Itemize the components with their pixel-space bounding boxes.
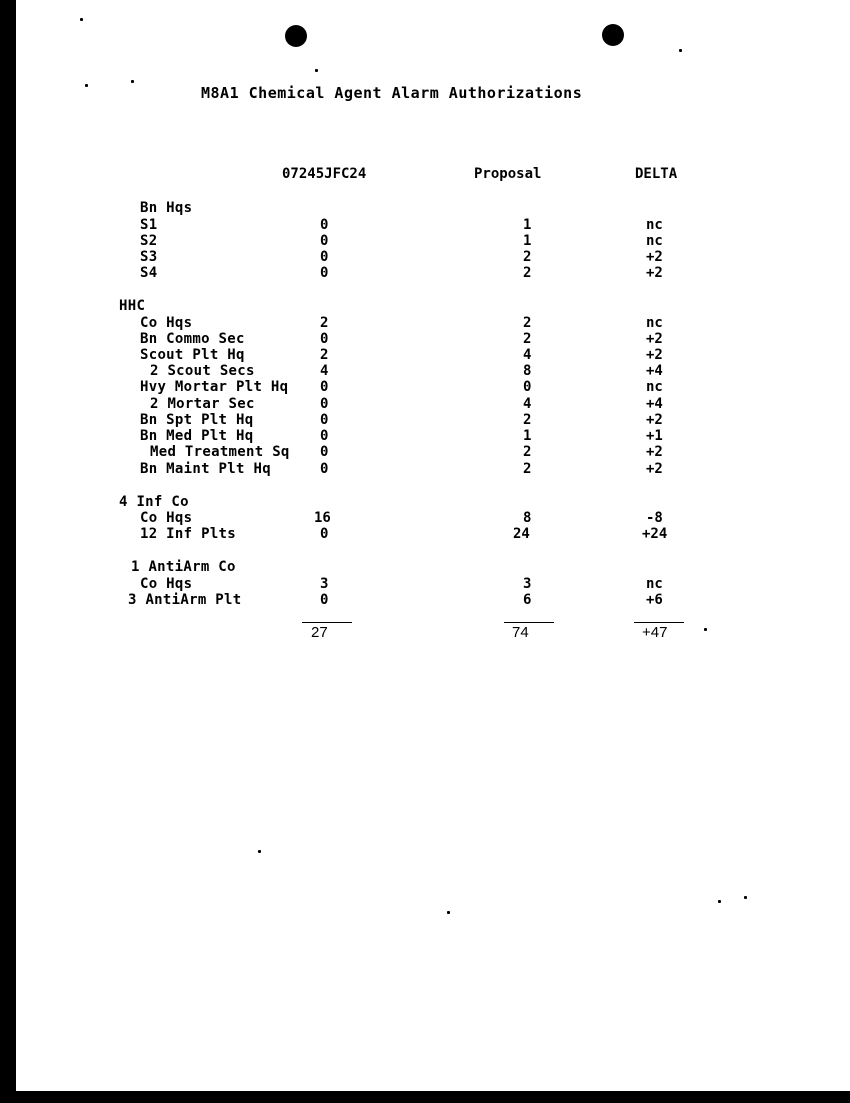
row-current-value: 0 (320, 428, 329, 444)
row-proposal-value: 8 (523, 363, 532, 379)
row-label: S4 (140, 265, 158, 281)
row-label: Bn Med Plt Hq (140, 428, 254, 444)
row-delta-value: +2 (646, 331, 663, 347)
row-proposal-value: 8 (523, 510, 532, 526)
row-delta-value: +24 (642, 526, 668, 542)
row-delta-value: +1 (646, 428, 663, 444)
row-current-value: 0 (320, 233, 329, 249)
row-proposal-value: 2 (523, 444, 532, 460)
row-delta-value: +2 (646, 265, 663, 281)
row-label: 2 Scout Secs (150, 363, 255, 379)
row-delta-value: +2 (646, 461, 663, 477)
row-label: Bn Commo Sec (140, 331, 245, 347)
row-proposal-value: 2 (523, 412, 532, 428)
total-rule-proposal (504, 622, 554, 623)
row-current-value: 0 (320, 331, 329, 347)
row-current-value: 4 (320, 363, 329, 379)
row-label: Co Hqs (140, 576, 193, 592)
page-title: M8A1 Chemical Agent Alarm Authorizations (201, 84, 583, 102)
scan-speck (704, 628, 707, 631)
row-proposal-value: 2 (523, 249, 532, 265)
row-label: 12 Inf Plts (140, 526, 237, 542)
row-label: S2 (140, 233, 158, 249)
row-proposal-value: 1 (523, 428, 532, 444)
punch-hole-left (285, 25, 307, 47)
row-proposal-value: 24 (513, 526, 530, 542)
row-delta-value: +4 (646, 396, 663, 412)
row-delta-value: -8 (646, 510, 663, 526)
row-label: HHC (119, 298, 146, 314)
row-current-value: 0 (320, 379, 329, 395)
row-current-value: 0 (320, 412, 329, 428)
scan-speck (744, 896, 747, 899)
column-header-proposal: Proposal (474, 166, 542, 182)
row-proposal-value: 1 (523, 217, 532, 233)
column-header-delta: DELTA (635, 166, 678, 182)
total-rule-delta (634, 622, 684, 623)
scan-speck (679, 49, 682, 52)
total-current: 27 (311, 624, 328, 641)
scan-speck (80, 18, 83, 21)
scan-speck (85, 84, 88, 87)
row-delta-value: nc (646, 217, 663, 233)
row-label: Co Hqs (140, 315, 193, 331)
total-rule-current (302, 622, 352, 623)
row-current-value: 0 (320, 217, 329, 233)
row-current-value: 3 (320, 576, 329, 592)
scan-speck (131, 80, 134, 83)
punch-hole-right (602, 24, 624, 46)
total-delta: +47 (642, 624, 668, 641)
column-header-current: 07245JFC24 (282, 166, 367, 182)
scan-border-left (0, 0, 16, 1103)
row-label: 1 AntiArm Co (131, 559, 236, 575)
row-proposal-value: 1 (523, 233, 532, 249)
scan-border-bottom (0, 1091, 850, 1103)
row-proposal-value: 3 (523, 576, 532, 592)
row-current-value: 0 (320, 249, 329, 265)
row-label: Co Hqs (140, 510, 193, 526)
scan-speck (447, 911, 450, 914)
row-label: Bn Spt Plt Hq (140, 412, 254, 428)
row-delta-value: nc (646, 233, 663, 249)
row-current-value: 0 (320, 526, 329, 542)
row-delta-value: +2 (646, 444, 663, 460)
row-current-value: 2 (320, 347, 329, 363)
row-label: Med Treatment Sq (150, 444, 290, 460)
row-label: 3 AntiArm Plt (128, 592, 242, 608)
row-label: Scout Plt Hq (140, 347, 245, 363)
row-label: 4 Inf Co (119, 494, 189, 510)
row-proposal-value: 2 (523, 461, 532, 477)
row-label: S3 (140, 249, 158, 265)
total-proposal: 74 (512, 624, 529, 641)
row-current-value: 0 (320, 461, 329, 477)
row-delta-value: +6 (646, 592, 663, 608)
row-proposal-value: 4 (523, 396, 532, 412)
row-proposal-value: 2 (523, 265, 532, 281)
row-proposal-value: 0 (523, 379, 532, 395)
row-delta-value: nc (646, 315, 663, 331)
row-current-value: 0 (320, 265, 329, 281)
row-label: 2 Mortar Sec (150, 396, 255, 412)
row-proposal-value: 4 (523, 347, 532, 363)
row-delta-value: nc (646, 576, 663, 592)
row-delta-value: +4 (646, 363, 663, 379)
row-current-value: 16 (314, 510, 331, 526)
scan-speck (315, 69, 318, 72)
scan-speck (258, 850, 261, 853)
row-delta-value: nc (646, 379, 663, 395)
row-current-value: 0 (320, 444, 329, 460)
row-proposal-value: 2 (523, 331, 532, 347)
row-delta-value: +2 (646, 347, 663, 363)
row-label: Hvy Mortar Plt Hq (140, 379, 289, 395)
row-proposal-value: 2 (523, 315, 532, 331)
row-label: S1 (140, 217, 158, 233)
row-current-value: 0 (320, 396, 329, 412)
row-label: Bn Hqs (140, 200, 193, 216)
row-label: Bn Maint Plt Hq (140, 461, 271, 477)
row-delta-value: +2 (646, 249, 663, 265)
row-delta-value: +2 (646, 412, 663, 428)
row-current-value: 2 (320, 315, 329, 331)
scan-speck (718, 900, 721, 903)
row-current-value: 0 (320, 592, 329, 608)
row-proposal-value: 6 (523, 592, 532, 608)
